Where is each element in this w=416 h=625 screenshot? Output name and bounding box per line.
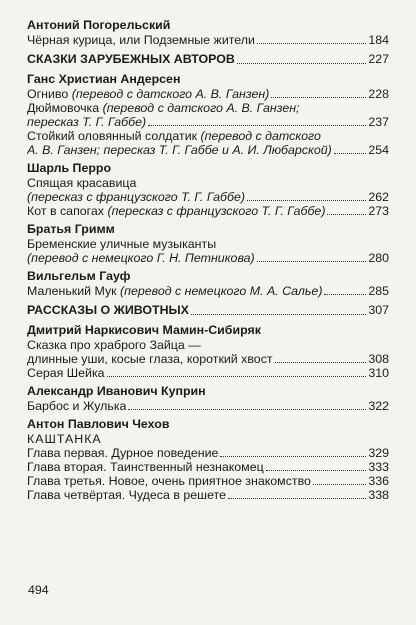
toc-entry: [27, 474, 389, 488]
entry-text: [27, 204, 325, 218]
toc-entry-line: [27, 432, 389, 446]
toc-entry: [27, 251, 389, 265]
entry-title: Глава первая. Дурное поведение: [27, 446, 219, 460]
dot-leader: [220, 456, 366, 457]
dot-leader: [327, 214, 366, 215]
entry-note: (пересказ с французского Т. Г. Габбе): [27, 190, 245, 204]
toc-entry: [27, 204, 389, 218]
entry-page: 273: [368, 204, 389, 218]
entry-title: Кот в сапогах: [27, 204, 104, 218]
toc-entry: [27, 190, 389, 204]
entry-page: 336: [368, 474, 389, 488]
author-heading: Антоний Погорельский: [27, 18, 171, 32]
dot-leader: [275, 362, 367, 363]
entry-page: 184: [368, 33, 389, 47]
toc-entry: [27, 87, 389, 101]
dot-leader: [191, 314, 366, 315]
entry-note: (перевод с датского А. В. Ганзен): [71, 87, 270, 101]
dot-leader: [257, 261, 367, 262]
toc-entry: [27, 284, 389, 298]
author-heading: Александр Иванович Куприн: [27, 384, 206, 398]
entry-text: [27, 87, 269, 101]
entry-page: 307: [368, 303, 389, 317]
entry-page: 308: [368, 352, 389, 366]
dot-leader: [257, 43, 366, 44]
entry-note: (перевод с немецкого Г. Н. Петникова): [27, 251, 255, 265]
section-heading: [27, 51, 389, 67]
toc-entry-line: [27, 101, 389, 115]
toc-entry: [27, 399, 389, 413]
entry-title: Глава четвёртая. Чудеса в решете: [27, 488, 226, 502]
dot-leader: [334, 153, 367, 154]
entry-page: 262: [368, 190, 389, 204]
entry-title: длинные уши, косые глаза, короткий хвост: [27, 352, 273, 366]
entry-page: 237: [368, 115, 389, 129]
entry-note: (перевод с датского: [200, 129, 321, 143]
entry-title: Маленький Мук: [27, 284, 117, 298]
section-title: СКАЗКИ ЗАРУБЕЖНЫХ АВТОРОВ: [27, 52, 235, 66]
author-heading: Ганс Христиан Андерсен: [27, 72, 181, 86]
section-heading: [27, 302, 389, 318]
entry-note: (перевод с немецкого М. А. Салье): [120, 284, 323, 298]
author-heading: Братья Гримм: [27, 222, 115, 236]
entry-title: Дюймовочка: [27, 101, 100, 115]
toc-entry: [27, 446, 389, 460]
dot-leader: [228, 498, 366, 499]
dot-leader: [128, 409, 366, 410]
entry-note: (перевод с датского А. В. Ганзен;: [102, 101, 300, 115]
toc-entry: [27, 352, 389, 366]
entry-page: 333: [368, 460, 389, 474]
toc-entry: [27, 460, 389, 474]
entry-page: 322: [368, 399, 389, 413]
entry-page: 227: [368, 52, 389, 66]
entry-page: 228: [368, 87, 389, 101]
toc-entry: [27, 33, 389, 47]
entry-note: пересказ Т. Г. Габбе): [27, 115, 147, 129]
dot-leader: [313, 484, 366, 485]
toc-entry: [27, 366, 389, 380]
entry-title: Стойкий оловянный солдатик: [27, 129, 198, 143]
entry-note: А. В. Ганзен; пересказ Т. Г. Габбе и А. И. Любарской): [27, 143, 332, 157]
entry-text: [27, 284, 322, 298]
dot-leader: [237, 63, 366, 64]
entry-title: Глава третья. Новое, очень приятное знакомство: [27, 474, 311, 488]
dot-leader: [324, 294, 366, 295]
entry-title: Барбос и Жулька: [27, 399, 127, 413]
entry-title: Глава вторая. Таинственный незнакомец: [27, 460, 264, 474]
entry-title: Спящая красавица: [27, 176, 137, 190]
author-heading: Дмитрий Наркисович Мамин-Сибиряк: [27, 323, 261, 337]
entry-title: Бременские уличные музыканты: [27, 237, 217, 251]
entry-page: 285: [368, 284, 389, 298]
page-number: 494: [28, 583, 49, 597]
dot-leader: [247, 200, 366, 201]
toc-entry: [27, 115, 389, 129]
toc-entry-line: [27, 129, 389, 143]
entry-page: 329: [368, 446, 389, 460]
toc-entry: [27, 143, 389, 157]
toc-entry-line: [27, 338, 389, 352]
entry-page: 310: [368, 366, 389, 380]
toc-entry-line: [27, 237, 389, 251]
dot-leader: [107, 376, 367, 377]
dot-leader: [148, 125, 366, 126]
entry-title: Чёрная курица, или Подземные жители: [27, 33, 255, 47]
author-heading: Антон Павлович Чехов: [27, 417, 170, 431]
entry-title: КАШТАНКА: [27, 432, 102, 446]
toc-entry: [27, 488, 389, 502]
table-of-contents: [27, 14, 389, 502]
dot-leader: [271, 97, 366, 98]
entry-page: 280: [368, 251, 389, 265]
author-heading: Шарль Перро: [27, 161, 112, 175]
entry-note: (пересказ с французского Т. Г. Габбе): [107, 204, 326, 218]
entry-title: Огниво: [27, 87, 69, 101]
section-title: РАССКАЗЫ О ЖИВОТНЫХ: [27, 303, 189, 317]
author-heading: Вильгельм Гауф: [27, 269, 131, 283]
entry-title: Сказка про храброго Зайца —: [27, 338, 201, 352]
toc-entry-line: [27, 176, 389, 190]
entry-title: Серая Шейка: [27, 366, 105, 380]
dot-leader: [266, 470, 367, 471]
entry-page: 338: [368, 488, 389, 502]
entry-page: 254: [368, 143, 389, 157]
